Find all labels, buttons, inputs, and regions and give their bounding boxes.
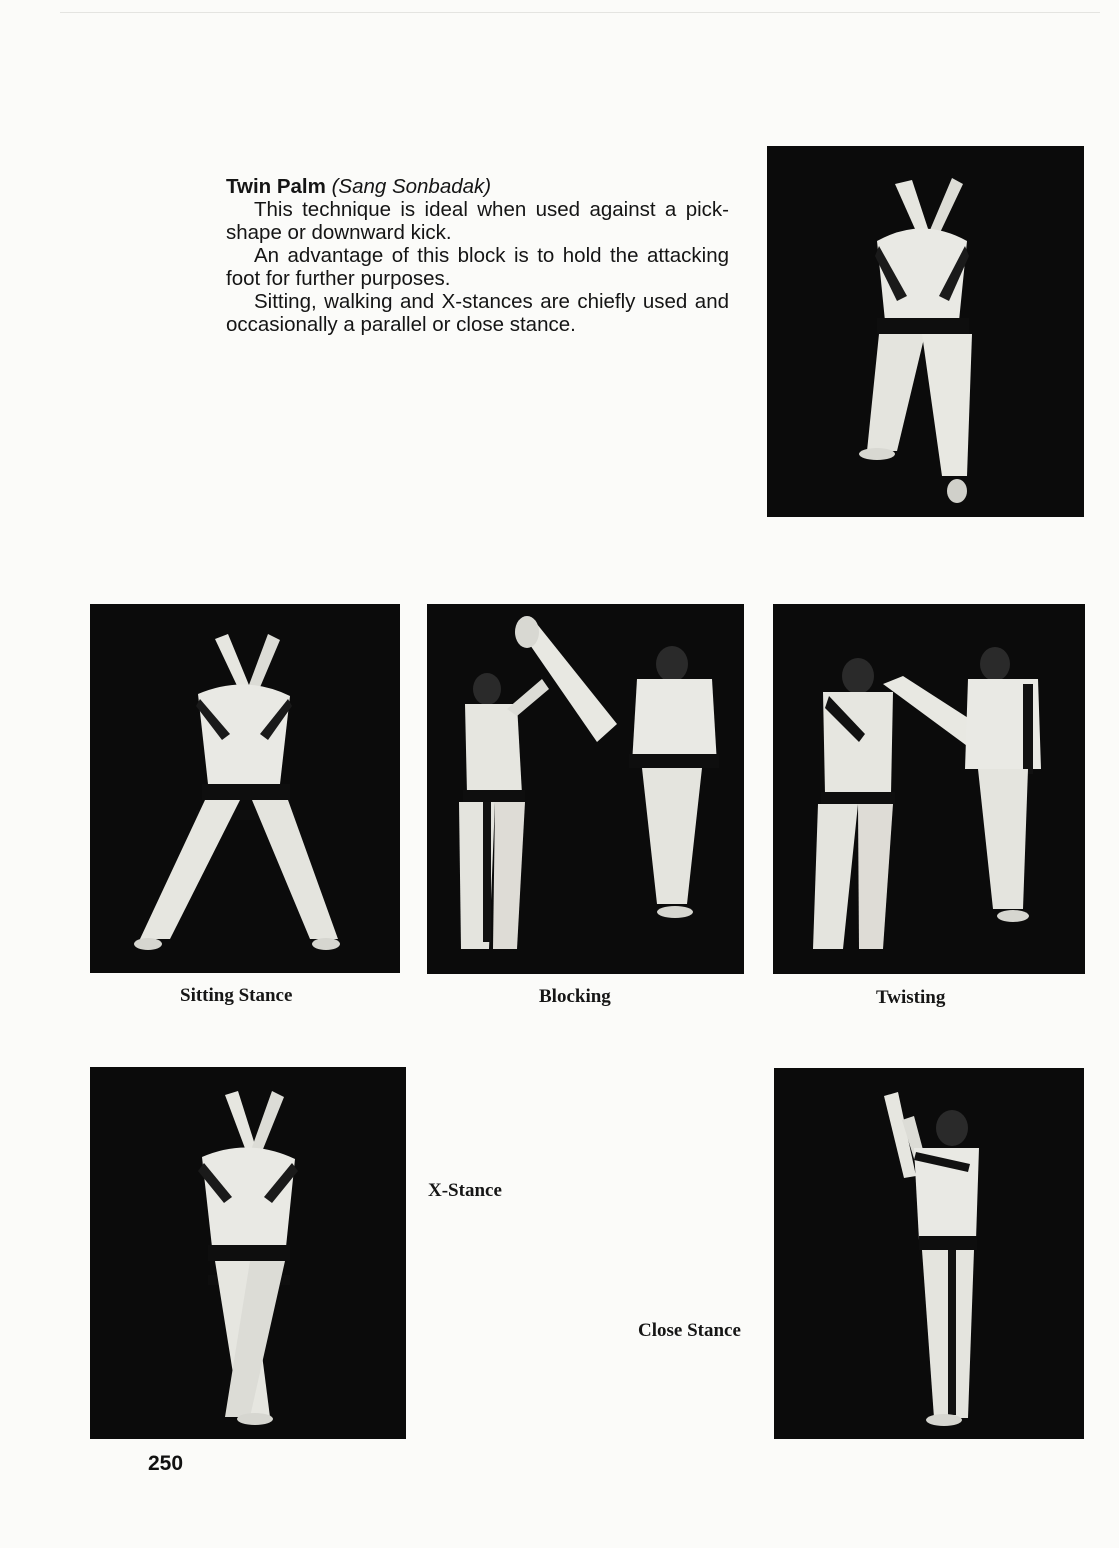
technique-heading <box>226 175 729 198</box>
paragraph-2: An advantage of this block is to hold the attacking foot for further purposes. <box>226 244 729 290</box>
photo-twisting <box>773 604 1085 974</box>
x-stance-figure-illustration <box>90 1067 406 1439</box>
caption-close-stance: Close Stance <box>638 1320 741 1341</box>
page-number: 250 <box>148 1452 184 1475</box>
photo-x-stance <box>90 1067 406 1439</box>
technique-title: Twin Palm <box>226 175 326 198</box>
photo-twin-palm-front <box>767 146 1084 517</box>
photo-blocking <box>427 604 744 974</box>
photo-sitting-stance <box>90 604 400 973</box>
photo-close-stance <box>774 1068 1084 1439</box>
technique-text-block <box>226 175 729 336</box>
caption-sitting-stance: Sitting Stance <box>180 985 293 1006</box>
close-stance-figure-illustration <box>774 1068 1084 1439</box>
caption-twisting: Twisting <box>876 987 946 1008</box>
sitting-stance-figure-illustration <box>90 604 400 973</box>
paragraph-3: Sitting, walking and X-stances are chiefly used and occasionally a parallel or close stance. <box>226 290 729 336</box>
twisting-figures-illustration <box>773 604 1085 974</box>
scan-edge-line <box>60 12 1100 13</box>
caption-x-stance: X-Stance <box>428 1180 502 1201</box>
blocking-figures-illustration <box>427 604 744 974</box>
paragraph-1: This technique is ideal when used against a pick-shape or downward kick. <box>226 198 729 244</box>
caption-blocking: Blocking <box>539 986 611 1007</box>
twin-palm-figure-illustration <box>767 146 1084 517</box>
technique-subtitle: (Sang Sonbadak) <box>331 175 492 198</box>
